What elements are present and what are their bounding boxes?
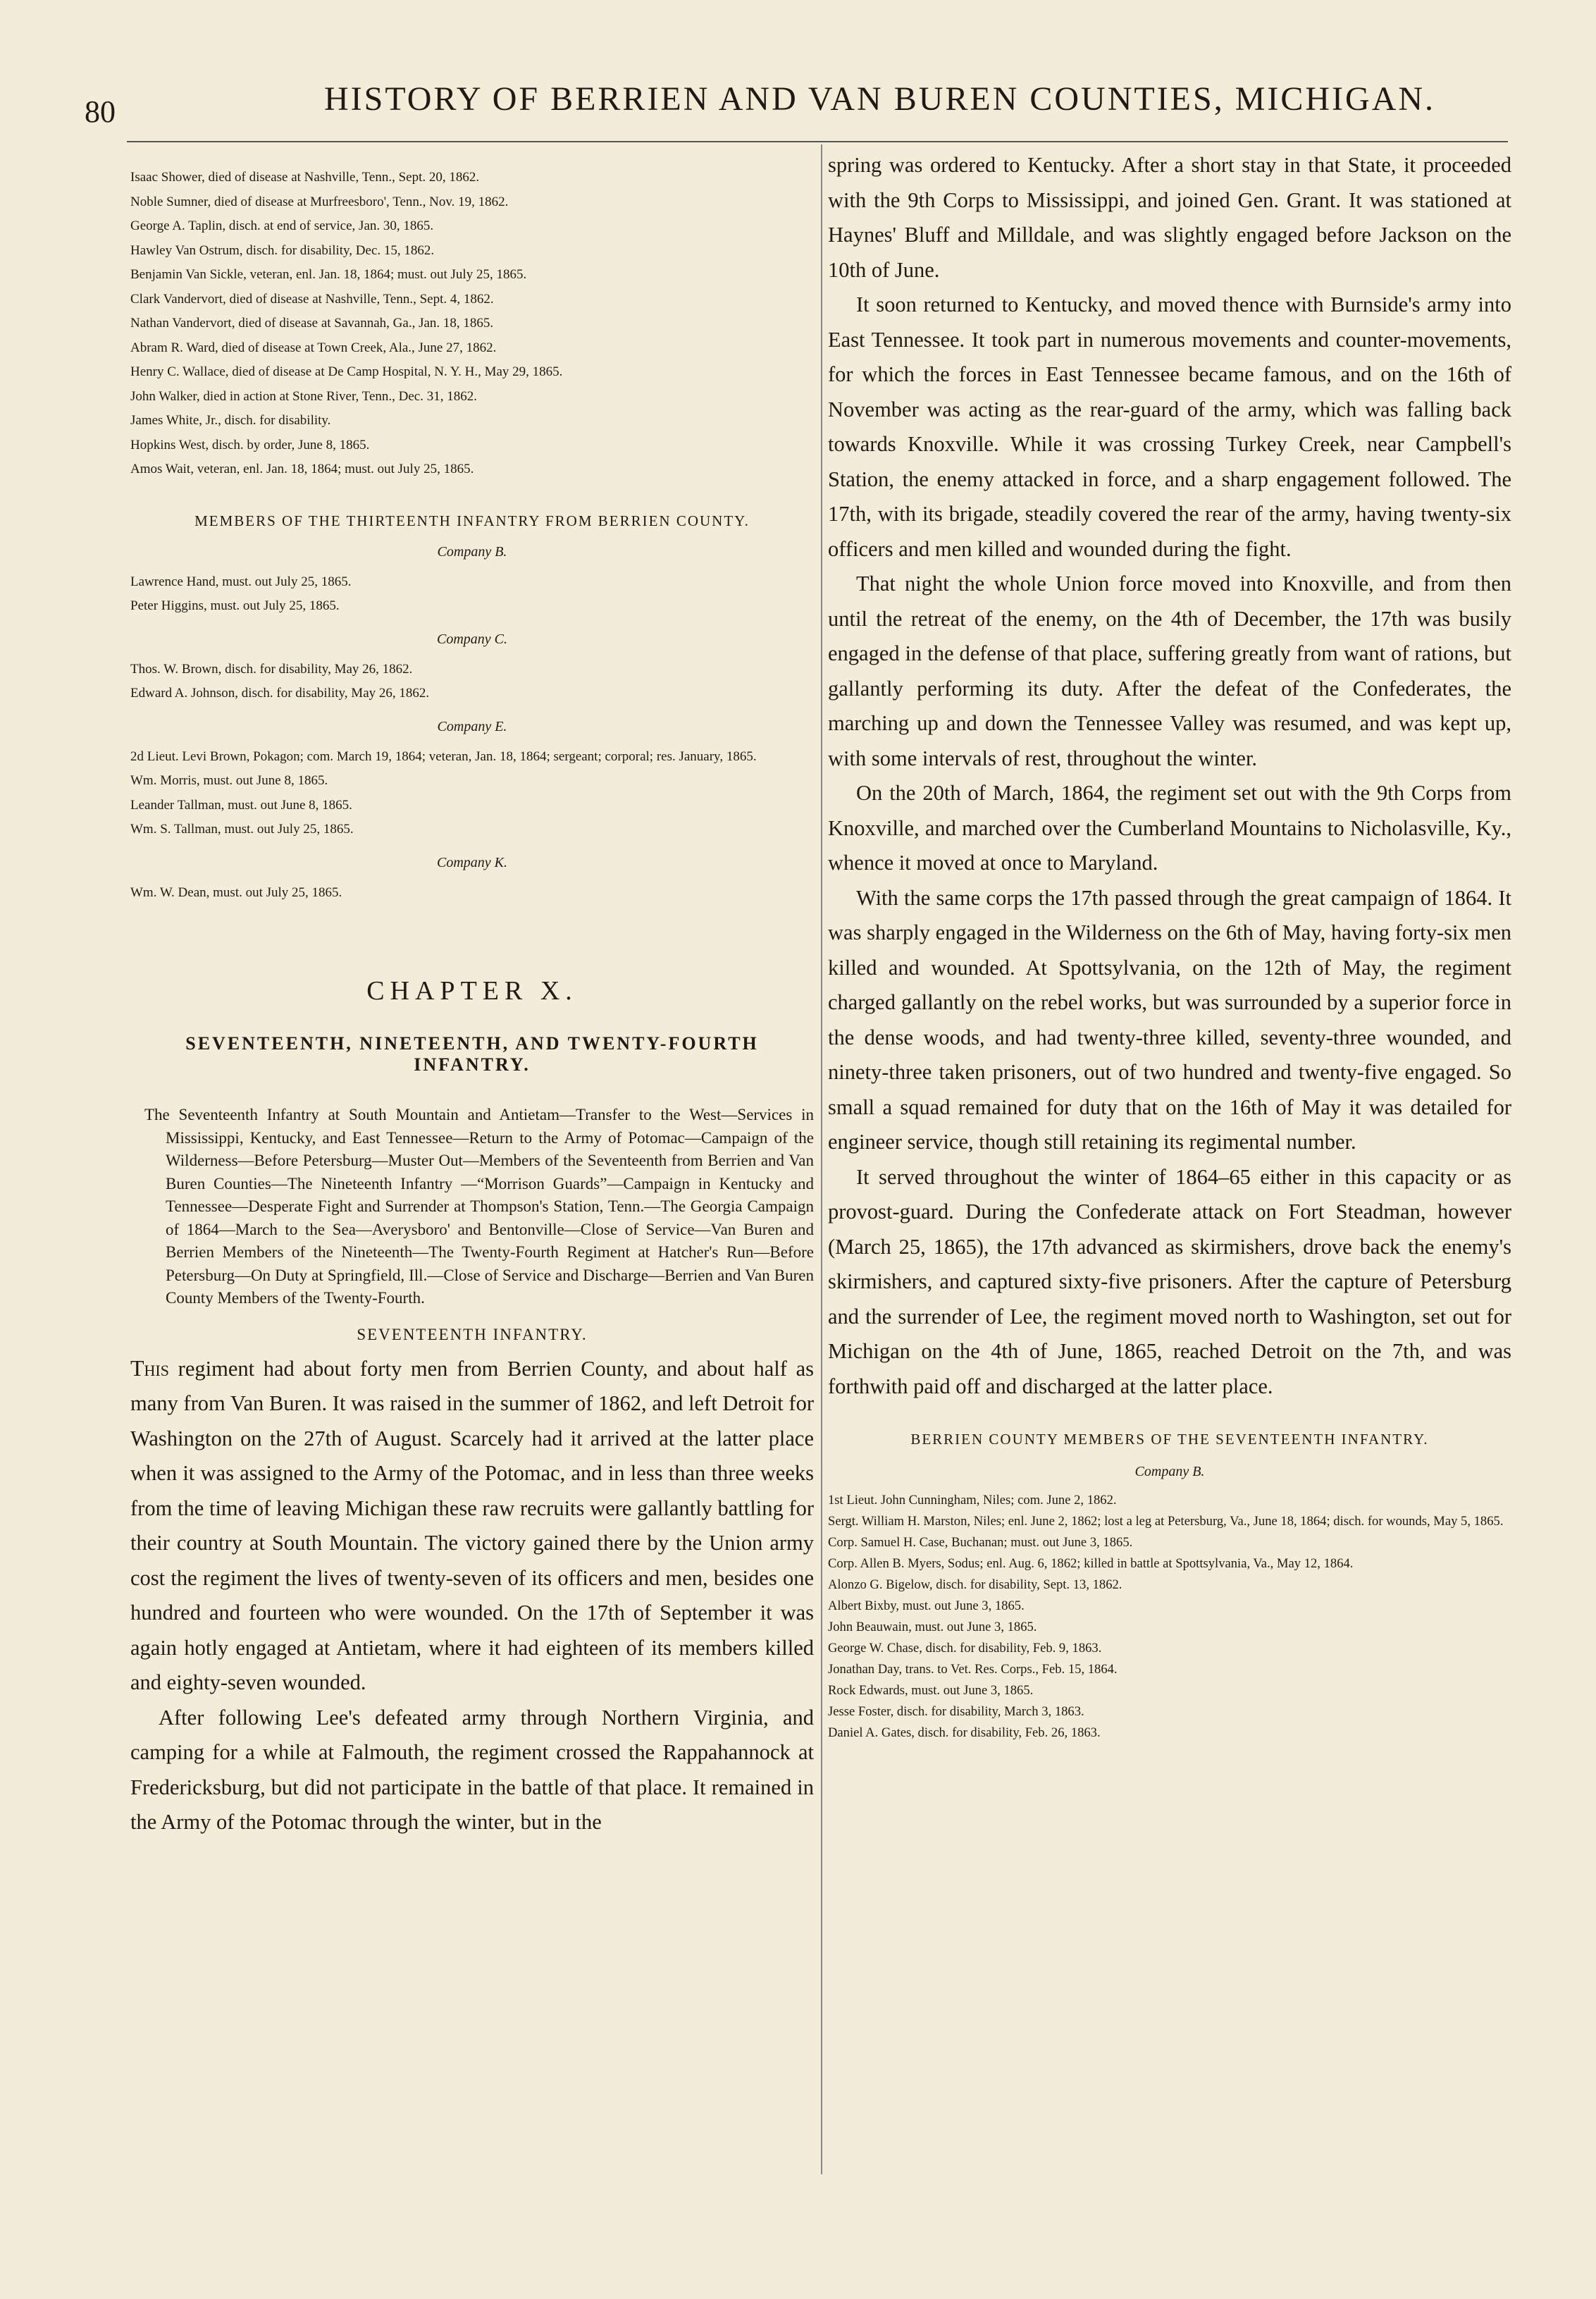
roster-entry: 1st Lieut. John Cunningham, Niles; com. June 2, 1862. — [828, 1493, 1117, 1508]
company-b-label: Company B. — [437, 543, 507, 560]
company-c-list — [130, 658, 814, 706]
left-column — [130, 166, 814, 1840]
roster-entry: Peter Higgins, must. out July 25, 1865. — [130, 598, 340, 613]
paragraph — [130, 1351, 814, 1701]
roster-entry: Noble Sumner, died of disease at Murfreesboro', Tenn., Nov. 19, 1862. — [130, 194, 509, 209]
roster-entry: Sergt. William H. Marston, Niles; enl. June 2, 1862; lost a leg at Petersburg, Va., June 18, 1864; disch. for wounds, May 5, 1865. — [828, 1514, 1504, 1529]
roster-entry: John Beauwain, must. out June 3, 1865. — [828, 1620, 1037, 1634]
page-number: 80 — [85, 94, 116, 129]
roster-entry: Lawrence Hand, must. out July 25, 1865. — [130, 574, 352, 589]
roster-entry: Daniel A. Gates, disch. for disability, Feb. 26, 1863. — [828, 1725, 1101, 1740]
roster-entry: Nathan Vandervort, died of disease at Savannah, Ga., Jan. 18, 1865. — [130, 316, 494, 331]
seventeenth-members-heading: BERRIEN COUNTY MEMBERS OF THE SEVENTEENTH INFANTRY. — [910, 1431, 1429, 1448]
paragraph: It served throughout the winter of 1864–65 either in this capacity or as provost-guard. During the Confederate attack on Fort Steadman, however (March 25, 1865), the 17th advanced as skirmishers, drove back the enemy's skirmishers, and captured sixty-five prisoners. After the capture of Petersburg and the surrender of Lee, the regiment moved north to Washington, set out for Michigan on the 4th of June, 1865, reached Detroit on the 7th, and was forthwith paid off and discharged at the latter place. — [828, 1164, 1511, 1398]
roster-entry: Corp. Allen B. Myers, Sodus; enl. Aug. 6, 1862; killed in battle at Spottsylvania, Va., May 12, 1864. — [828, 1556, 1354, 1571]
roster-entry: George W. Chase, disch. for disability, Feb. 9, 1863. — [828, 1641, 1102, 1656]
chapter-title: CHAPTER X. — [366, 976, 578, 1006]
running-title: HISTORY OF BERRIEN AND VAN BUREN COUNTIES, MICHIGAN. — [324, 80, 1436, 118]
company-e-label: Company E. — [437, 718, 507, 734]
roster-entry: Isaac Shower, died of disease at Nashville, Tenn., Sept. 20, 1862. — [130, 170, 480, 185]
column-divider — [821, 144, 822, 2174]
roster-entry: Albert Bixby, must. out June 3, 1865. — [828, 1598, 1025, 1613]
roster-entry: Wm. W. Dean, must. out July 25, 1865. — [130, 885, 342, 900]
roster-entry: George A. Taplin, disch. at end of service, Jan. 30, 1865. — [130, 218, 434, 233]
page-header — [0, 67, 1596, 129]
header-rule — [127, 141, 1508, 142]
roster-entry: Rock Edwards, must. out June 3, 1865. — [828, 1683, 1034, 1698]
roster-entry: Thos. W. Brown, disch. for disability, May 26, 1862. — [130, 661, 413, 677]
roster-entry: Hopkins West, disch. by order, June 8, 1865. — [130, 437, 370, 452]
paragraph: On the 20th of March, 1864, the regiment set out with the 9th Corps from Knoxville, and marched over the Cumberland Mountains to Nicholasville, Ky., whence it moved at once to Maryland. — [828, 781, 1511, 875]
roster-entry: Wm. Morris, must. out June 8, 1865. — [130, 773, 328, 788]
paragraph: That night the whole Union force moved into Knoxville, and from then until the retreat of the enemy, on the 4th of December, the 17th was busily engaged in the defense of that place, suffering greatly from want of rations, but gallantly performing its duty. After the defeat of the Confederates, the marching up and down the Tennessee Valley was resumed, and was kept up, with some intervals of rest, throughout the winter. — [828, 572, 1511, 770]
company-k-label: Company K. — [437, 854, 507, 870]
section-title: SEVENTEENTH INFANTRY. — [357, 1325, 588, 1343]
roster-entry: Benjamin Van Sickle, veteran, enl. Jan. 18, 1864; must. out July 25, 1865. — [130, 267, 527, 282]
roster-entry: Jonathan Day, trans. to Vet. Res. Corps., Feb. 15, 1864. — [828, 1662, 1118, 1677]
roster-entry: Henry C. Wallace, died of disease at De Camp Hospital, N. Y. H., May 29, 1865. — [130, 364, 563, 379]
roster-entry: Wm. S. Tallman, must. out July 25, 1865. — [130, 822, 354, 837]
chapter-subtitle: SEVENTEENTH, NINETEENTH, AND TWENTY-FOURTH INFANTRY. — [185, 1033, 759, 1075]
paragraph-text: regiment had about forty men from Berrien County, and about half as many from Van Buren. It was raised in the summer of 1862, and left Detroit for Washington on the 27th of August. Scarcely had it arrived at the latter place when it was assigned to the Army of the Potomac, and in less than three weeks from the time of leaving Michigan these raw recruits were gallantly battling for their country at South Mountain. The victory gained there by the Union army cost the regiment the lives of twenty-seven of its officers and men, besides one hundred and fourteen who were wounded. On the 17th of September it was again hotly engaged at Antietam, where it had eighteen of its members killed and eighty-seven wounded. — [130, 1356, 814, 1694]
roster-entry: Corp. Samuel H. Case, Buchanan; must. out June 3, 1865. — [828, 1535, 1133, 1550]
seventeenth-members-list — [828, 1490, 1511, 1744]
roster-entry: Hawley Van Ostrum, disch. for disability, Dec. 15, 1862. — [130, 242, 435, 258]
roster-entry: James White, Jr., disch. for disability. — [130, 413, 331, 428]
thirteenth-infantry-heading: MEMBERS OF THE THIRTEENTH INFANTRY FROM BERRIEN COUNTY. — [194, 512, 750, 529]
chapter-synopsis: The Seventeenth Infantry at South Mountain and Antietam—Transfer to the West—Services in Mississippi, Kentucky, and East Tennessee—Return to the Army of Potomac—Campaign of the Wilderness—Before Petersburg—Muster Out—Members of the Seventeenth from Berrien and Van Buren Counties—The Nineteenth Infantry —“Morrison Guards”—Campaign in Kentucky and Tennessee—Desperate Fight and Surrender at Thompson's Station, Tenn.—The Georgia Campaign of 1864—March to the Sea—Averysboro' and Bentonville—Close of Service—Van Buren and Berrien Members of the Nineteenth—The Twenty-Fourth Regiment at Hatcher's Run—Before Petersburg—On Duty at Springfield, Ill.—Close of Service and Discharge—Berrien and Van Buren County Members of the Twenty-Fourth. — [144, 1106, 814, 1307]
company-e-list — [130, 745, 814, 842]
paragraph-lead-word: This — [130, 1355, 169, 1381]
roster-entry: Alonzo G. Bigelow, disch. for disability, Sept. 13, 1862. — [828, 1577, 1122, 1592]
roster-entry: Amos Wait, veteran, enl. Jan. 18, 1864; must. out July 25, 1865. — [130, 462, 474, 476]
paragraph: With the same corps the 17th passed through the great campaign of 1864. It was sharply engaged in the Wilderness on the 6th of May, having forty-six men killed and wounded. At Spottsylvania, on the 12th of May, the regiment charged gallantly on the rebel works, but was surrounded by a superior force in the dense woods, and had twenty-three killed, seventy-three wounded, and ninety-three taken prisoners, out of two hundred and twenty-five engaged. So small a squad remained for duty that on the 16th of May it was detailed for engineer service, though still retaining its regimental number. — [828, 885, 1511, 1154]
roster-entry: Abram R. Ward, died of disease at Town Creek, Ala., June 27, 1862. — [130, 340, 497, 355]
roster-top-list — [130, 166, 814, 482]
company-c-label: Company C. — [437, 631, 507, 647]
roster-entry: 2d Lieut. Levi Brown, Pokagon; com. March 19, 1864; veteran, Jan. 18, 1864; sergeant; corporal; res. January, 1865. — [130, 748, 757, 764]
roster-entry: Clark Vandervort, died of disease at Nashville, Tenn., Sept. 4, 1862. — [130, 291, 494, 307]
roster-entry: Leander Tallman, must. out June 8, 1865. — [130, 797, 352, 813]
paragraph: After following Lee's defeated army through Northern Virginia, and camping for a while at Falmouth, the regiment crossed the Rappahannock at Fredericksburg, but did not participate in the battle of that place. It remained in the Army of the Potomac through the winter, but in the — [130, 1705, 814, 1834]
roster-entry: Jesse Foster, disch. for disability, March 3, 1863. — [828, 1704, 1084, 1719]
paragraph: It soon returned to Kentucky, and moved thence with Burnside's army into East Tennessee. It took part in numerous movements and counter-movements, for which the forces in East Tennessee became famous, and on the 16th of November was acting as the rear-guard of the army, which was falling back towards Knoxville. While it was crossing Turkey Creek, near Campbell's Station, the enemy attacked in force, and a sharp engagement followed. The 17th, with its brigade, steadily covered the rear of the army, having twenty-six officers and men killed and wounded during the fight. — [828, 292, 1511, 561]
company-k-list — [130, 881, 814, 906]
roster-entry: John Walker, died in action at Stone River, Tenn., Dec. 31, 1862. — [130, 388, 477, 404]
right-column — [828, 148, 1511, 1744]
paragraph: spring was ordered to Kentucky. After a short stay in that State, it proceeded with the 9th Corps to Mississippi, and joined Gen. Grant. It was stationed at Haynes' Bluff and Milldale, and was slightly engaged before Jackson on the 10th of June. — [828, 153, 1511, 282]
company-b-label: Company B. — [1134, 1464, 1205, 1479]
roster-entry: Edward A. Johnson, disch. for disability, May 26, 1862. — [130, 686, 430, 701]
company-b-list — [130, 570, 814, 619]
